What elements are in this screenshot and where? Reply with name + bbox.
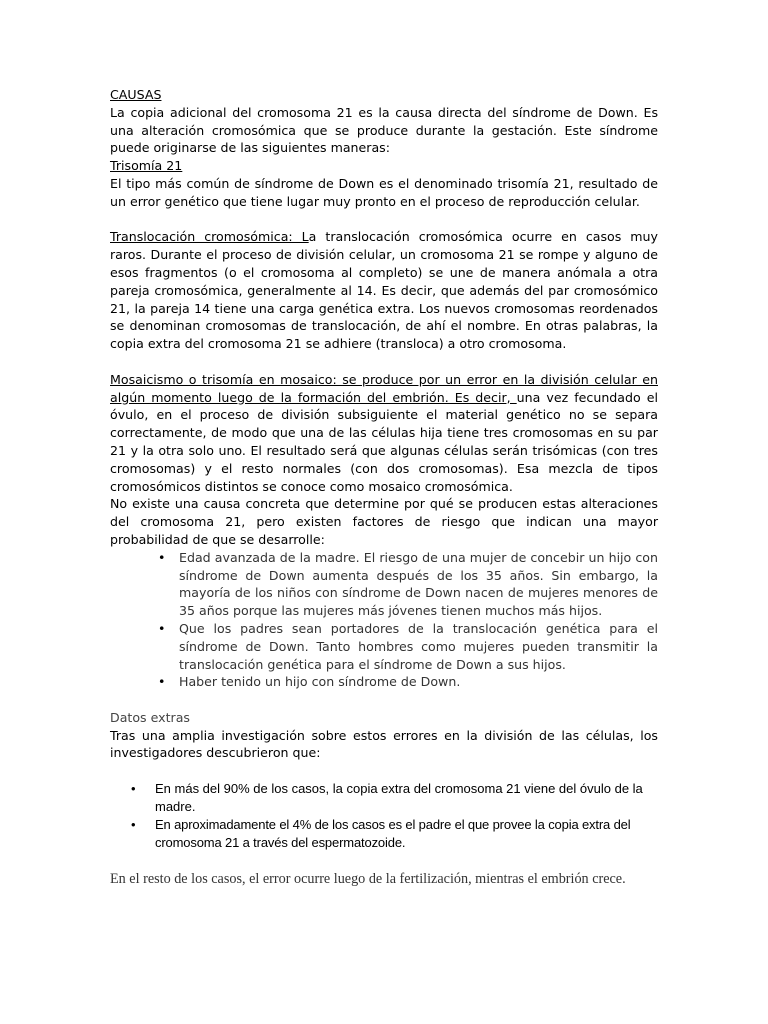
factores-intro: No existe una causa concreta que determine por qué se producen estas alteraciones del cromosoma 21, pero existen factores de riesgo que indican una mayor probabilidad de que se desarrolle: (110, 496, 658, 547)
list-item: • Haber tenido un hijo con síndrome de Down. (110, 673, 658, 691)
paragraph-gap (110, 691, 658, 709)
translocacion-text: a translocación cromosómica ocurre en casos muy raros. Durante el proceso de división celular, un cromosoma 21 se rompe y alguno de esos fragmentos (o el cromosoma al completo) se une de manera anómala a otra pareja cromosómica, generalmente al 14. Es decir, que además del par cromosómico 21, la pareja 14 tiene una carga genética extra. Los nuevos cromosomas reordenados se denominan cromosomas de translocación, de ahí el nombre. En otras palabras, la copia extra del cromosoma 21 se adhiere (transloca) a otro cromosoma. (110, 229, 658, 352)
paragraph-gap (110, 353, 658, 371)
trisomia-text: El tipo más común de síndrome de Down es el denominado trisomía 21, resultado de un error genético que tiene lugar muy pronto en el proceso de reproducción celular. (110, 175, 658, 209)
mosaicismo-text: una vez fecundado el óvulo, en el proceso de división subsiguiente el material genético no se separa correctamente, de modo que una de las células hija tiene tres cromosomas en su par 21 y la otra solo uno. El resultado será que algunas células serán trisómicas (con tres cromosomas) y el resto normales (con dos cromosomas). Esa mezcla de tipos cromosómicos distintos se conoce como mosaico cromosómica. (110, 389, 658, 494)
list-item: • Que los padres sean portadores de la translocación genética para el síndrome de Down. Tanto hombres como mujeres pueden transmitir la translocación genética para el síndrome de Down a sus hijos. (110, 620, 658, 673)
paragraph-gap (110, 762, 658, 780)
datos-intro: Tras una amplia investigación sobre estos errores en la división de las células, los investigadores descubrieron que: (110, 727, 658, 761)
trisomia-heading: Trisomía 21 (110, 158, 183, 174)
paragraph-gap (110, 211, 658, 229)
list-item: • En más del 90% de los casos, la copia extra del cromosoma 21 viene del óvulo de la madre. (110, 780, 658, 816)
datos-list (110, 780, 658, 852)
datos-heading: Datos extras (110, 709, 190, 725)
paragraph-gap (110, 852, 658, 870)
closing-text: En el resto de los casos, el error ocurre luego de la fertilización, mientras el embrión crece. (110, 870, 626, 887)
translocacion-heading: Translocación cromosómica: L (110, 229, 309, 245)
list-item: • En aproximadamente el 4% de los casos es el padre el que provee la copia extra del cromosoma 21 a través del espermatozoide. (110, 816, 658, 852)
list-item: • Edad avanzada de la madre. El riesgo de una mujer de concebir un hijo con síndrome de Down aumenta después de los 35 años. Sin embargo, la mayoría de los niños con síndrome de Down nacen de mujeres menores de 35 años porque las mujeres más jóvenes tienen muchos más hijos. (110, 549, 658, 620)
mosaicismo-paragraph (110, 371, 658, 496)
causas-heading: CAUSAS (110, 87, 162, 102)
risk-factors-list (110, 549, 658, 691)
causas-intro: La copia adicional del cromosoma 21 es la causa directa del síndrome de Down. Es una alteración cromosómica que se produce durante la gestación. Este síndrome puede originarse de las siguientes maneras: (110, 104, 658, 156)
translocacion-paragraph (110, 228, 658, 353)
mosaicismo-heading: Mosaicismo o trisomía en mosaico: se produce por un error en la división celular en algún momento luego de la formación del embrión. Es decir, (110, 371, 658, 405)
